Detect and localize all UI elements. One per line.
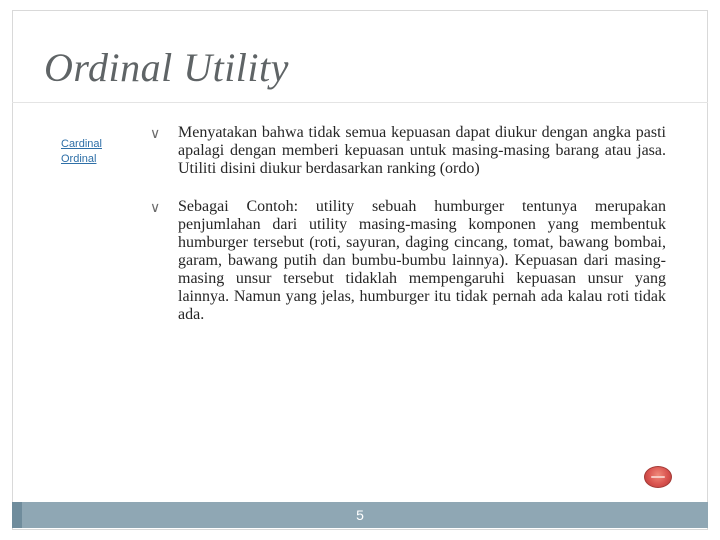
side-nav [61, 137, 102, 167]
down-arrowhead-icon: ∨ [150, 200, 161, 216]
bullet-item [150, 198, 666, 324]
title-divider [12, 102, 708, 103]
page-number: 5 [356, 507, 364, 523]
bullet-text: Menyatakan bahwa tidak semua kepuasan dapat diukur dengan angka pasti apalagi dengan memberi kepuasan untuk masing-masing barang atau jasa. Utiliti disini diukur berdasarkan ranking (ordo) [178, 124, 666, 177]
slide-title: Ordinal Utility [44, 45, 289, 90]
side-nav-link-cardinal[interactable]: Cardinal [61, 138, 102, 150]
next-slide-button[interactable] [644, 466, 672, 488]
footer-bar [12, 502, 708, 528]
bullet-text: Sebagai Contoh: utility sebuah humburger tentunya merupakan penjumlahan dari utility masing-masing komponen yang membentuk humburger tersebut (roti, sayuran, daging cincang, tomat, bawang bombai, garam, bawang putih dan bumbu-bumbu lainnya). Kepuasan dari masing-masing unsur tersebut tidaklah mempengaruhi kepuasan unsur yang lainnya. Namun yang jelas, humburger itu tidak pernah ada kalau roti tidak ada. [178, 198, 666, 323]
down-arrowhead-icon: ∨ [150, 126, 161, 142]
bullet-item [150, 124, 666, 178]
bullet-list [150, 124, 666, 344]
side-nav-link-ordinal[interactable]: Ordinal [61, 153, 97, 165]
